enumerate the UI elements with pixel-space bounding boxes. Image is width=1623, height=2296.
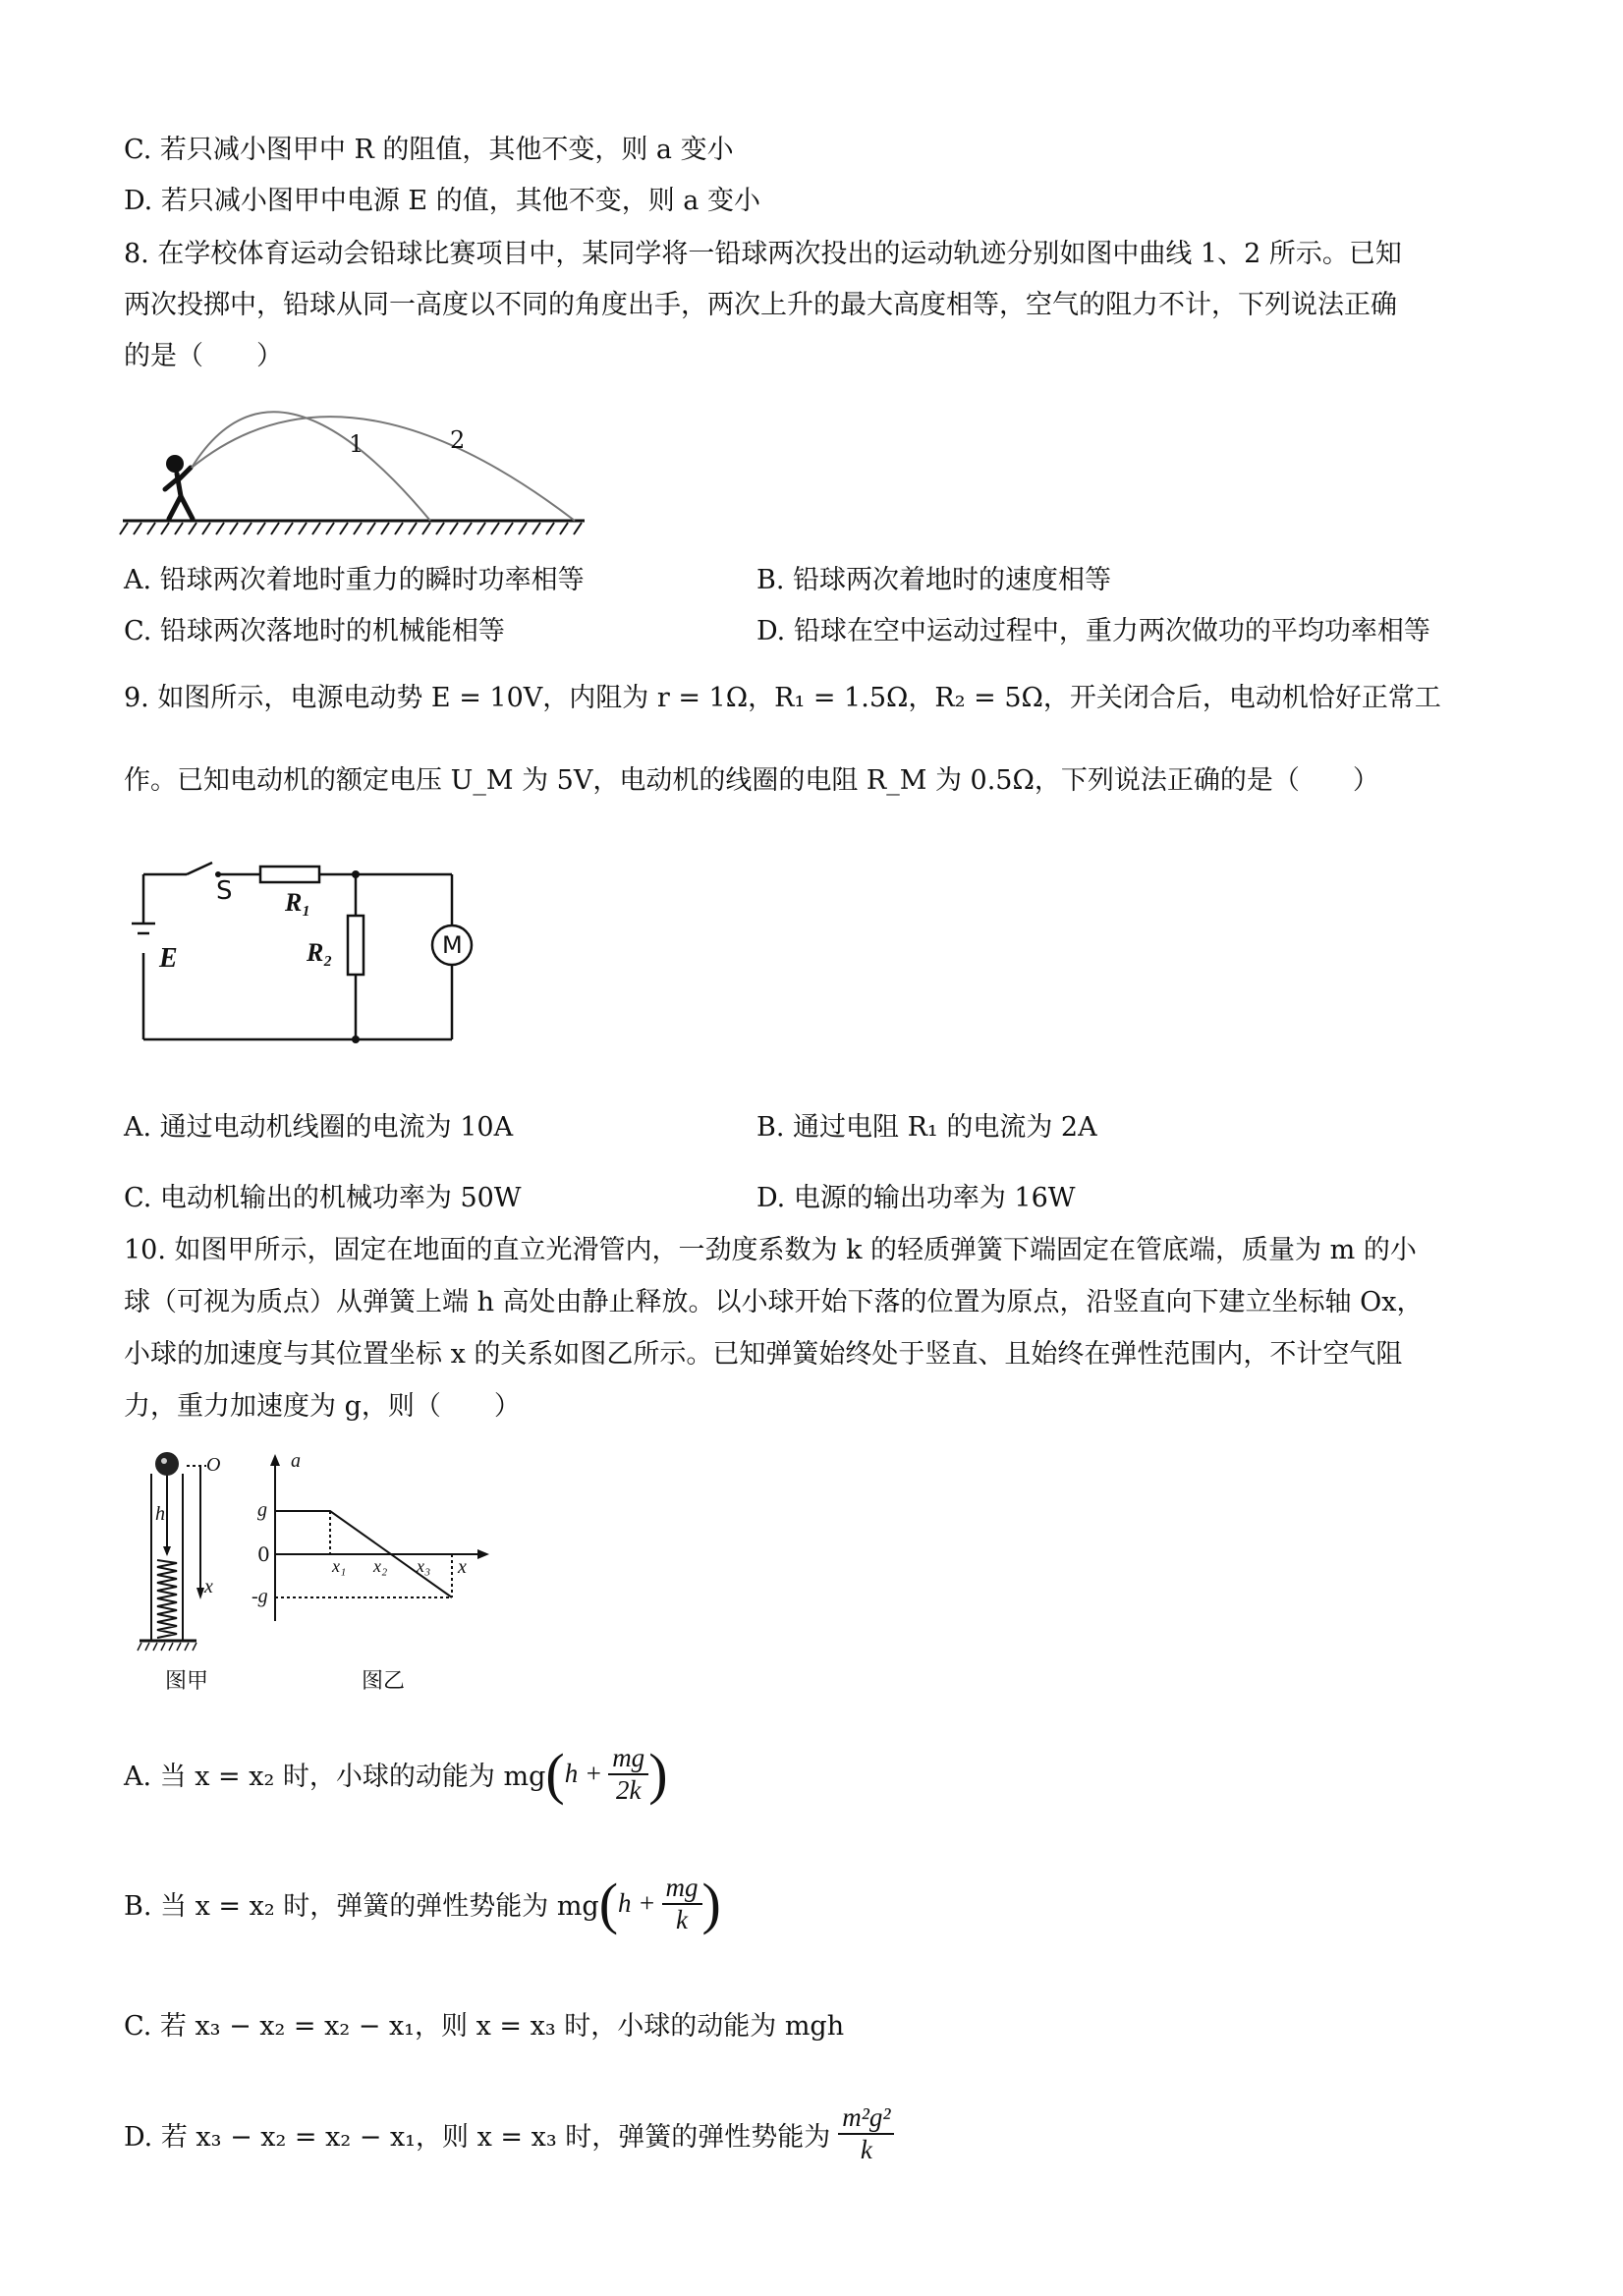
curve-1-label: 1 [349,430,364,458]
q8-option-c: C. 铅球两次落地时的机械能相等 [124,616,505,646]
r2-label: R₂ [307,938,333,967]
q10-option-a: A. 当 x = x₂ 时，小球的动能为 mg ( h + $\frac{mg}{2k}$ ) [124,1742,668,1806]
tick-g-label: g [257,1499,267,1521]
origin-label: O [206,1454,221,1476]
tick-neg-g-label: -g [252,1586,268,1607]
q7-option-d: D. 若只减小图甲中电源 E 的值，其他不变，则 a 变小 [124,186,760,216]
motor-label: M [442,931,463,959]
h-label: h [155,1503,165,1525]
q10-option-a-text: A. 当 x = x₂ 时，小球的动能为 mg [124,1762,546,1792]
q10-option-a-den: 2k [615,1774,642,1805]
switch-label: S [216,876,233,906]
q10-ax-graph [255,1454,491,1631]
q10-option-d-text: D. 若 x₃ − x₂ = x₂ − x₁，则 x = x₃ 时，弹簧的弹性势能为 [124,2121,831,2153]
q10-option-a-num: mg [608,1743,648,1775]
q8-option-a: A. 铅球两次着地时重力的瞬时功率相等 [124,565,585,595]
q7-option-c: C. 若只减小图甲中 R 的阻值，其他不变，则 a 变小 [124,135,734,165]
x3-label: x₃ [417,1556,431,1576]
curve-2-label: 2 [450,426,466,454]
q9-stem-line-1: 9. 如图所示，电源电动势 E = 10V，内阻为 r = 1Ω，R₁ = 1.5Ω，R₂ = 5Ω，开关闭合后，电动机恰好正常工 [124,683,1441,713]
q10-option-b-inner: h + [618,1888,656,1918]
q8-stem-line-2: 两次投掷中，铅球从同一高度以不同的角度出手，两次上升的最大高度相等，空气的阻力不计，下列说法正确 [124,290,1397,320]
q9-stem-line-2: 作。已知电动机的额定电压 U_M 为 5V，电动机的线圈的电阻 R_M 为 0.5Ω，下列说法正确的是（ ） [124,765,1379,796]
a-axis-label: a [291,1450,301,1472]
q10-stem-line-2: 球（可视为质点）从弹簧上端 h 高处由静止释放。以小球开始下落的位置为原点，沿竖直向下建立坐标轴 Ox， [124,1287,1424,1317]
figure-jia-caption: 图甲 [165,1669,209,1694]
q10-option-b-text: B. 当 x = x₂ 时，弹簧的弹性势能为 mg [124,1891,599,1922]
tick-zero-label: 0 [257,1542,270,1566]
figure-yi-caption: 图乙 [362,1669,406,1694]
q9-option-d: D. 电源的输出功率为 16W [756,1183,1076,1213]
q9-circuit-figure [138,855,472,1051]
q10-stem-line-4: 力，重力加速度为 g，则（ ） [124,1391,521,1422]
q10-option-b-num: mg [662,1873,702,1905]
q8-stem-line-3: 的是（ ） [124,341,283,371]
q8-stem-line-1: 8. 在学校体育运动会铅球比赛项目中，某同学将一铅球两次投出的运动轨迹分别如图中曲线 1、2 所示。已知 [124,239,1402,269]
q8-option-b: B. 铅球两次着地时的速度相等 [756,565,1112,595]
x-axis-label-left: x [204,1576,213,1597]
x1-label: x₁ [332,1556,347,1576]
x2-label: x₂ [373,1556,388,1576]
x-axis-label-right: x [458,1556,467,1578]
trajectory-curve-1 [192,412,430,521]
q10-stem-line-1: 10. 如图甲所示，固定在地面的直立光滑管内，一劲度系数为 k 的轻质弹簧下端固定在管底端，质量为 m 的小 [124,1235,1417,1265]
q10-option-d-den: k [860,2135,872,2164]
thrower-figure [165,455,193,519]
q9-option-a: A. 通过电动机线圈的电流为 10A [124,1112,514,1143]
q10-tube-figure [138,1444,246,1660]
q10-option-b-den: k [676,1904,689,1934]
q10-option-d [124,2102,894,2165]
source-label: E [159,943,178,974]
r1-label: R₁ [285,888,311,917]
q9-option-c: C. 电动机输出的机械功率为 50W [124,1183,522,1213]
q10-option-c: C. 若 x₃ − x₂ = x₂ − x₁，则 x = x₃ 时，小球的动能为 mgh [124,2011,845,2042]
q9-option-b: B. 通过电阻 R₁ 的电流为 2A [756,1112,1097,1143]
q10-option-d-num: m²g² [838,2102,894,2135]
q10-option-b: B. 当 x = x₂ 时，弹簧的弹性势能为 mg ( h + $\frac{mg}{k}$ ) [124,1872,721,1935]
q10-option-a-inner: h + [564,1759,603,1788]
q10-stem-line-3: 小球的加速度与其位置坐标 x 的关系如图乙所示。已知弹簧始终处于竖直、且始终在弹性范围内，不计空气阻 [124,1339,1403,1370]
q8-option-d: D. 铅球在空中运动过程中，重力两次做功的平均功率相等 [756,616,1430,646]
